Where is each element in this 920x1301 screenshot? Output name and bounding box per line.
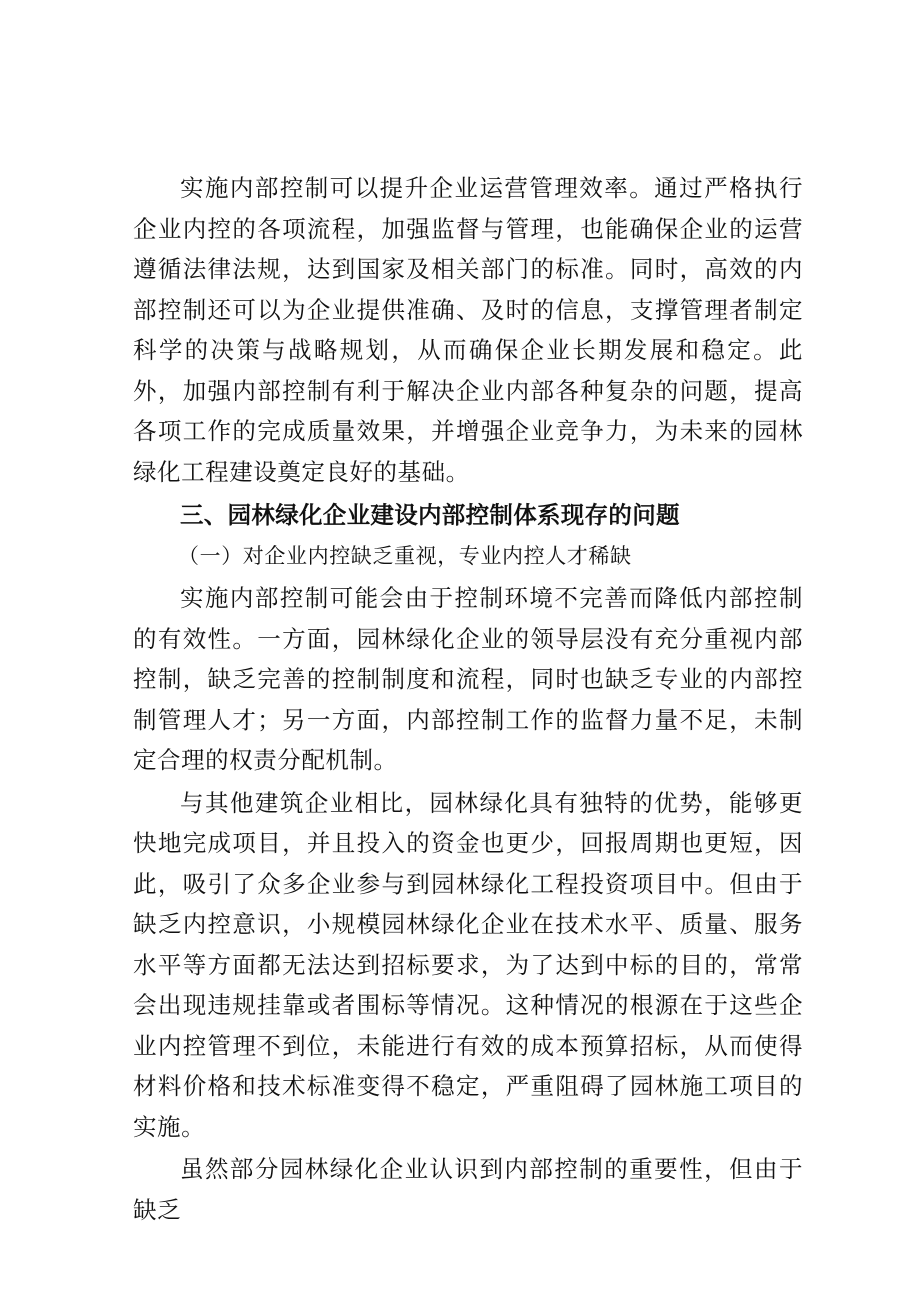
body-paragraph-3: 与其他建筑企业相比，园林绿化具有独特的优势，能够更快地完成项目，并且投入的资金也更少，回报周期也更短，因此，吸引了众多企业参与到园林绿化工程投资项目中。但由于缺乏内控意识，小规模园林绿化企业在技术水平、质量、服务水平等方面都无法达到招标要求，为了达到中标的目的，常常会出现违规挂靠或者围标等情况。这种情况的根源在于这些企业内控管理不到位，未能进行有效的成本预算招标，从而使得材料价格和技术标准变得不稳定，严重阻碍了园林施工项目的实施。 bbox=[133, 788, 803, 1141]
document-page bbox=[133, 168, 803, 1232]
subsection-heading: （一）对企业内控缺乏重视，专业内控人才稀缺 bbox=[178, 544, 632, 568]
body-paragraph-1: 实施内部控制可以提升企业运营管理效率。通过严格执行企业内控的各项流程，加强监督与管理，也能确保企业的运营遵循法律法规，达到国家及相关部门的标准。同时，高效的内部控制还可以为企业提供准确、及时的信息，支撑管理者制定科学的决策与战略规划，从而确保企业长期发展和稳定。此外，加强内部控制有利于解决企业内部各种复杂的问题，提高各项工作的完成质量效果，并增强企业竞争力，为未来的园林绿化工程建设奠定良好的基础。 bbox=[133, 174, 803, 486]
section-heading: 三、园林绿化企业建设内部控制体系现存的问题 bbox=[180, 501, 680, 529]
body-paragraph-2: 实施内部控制可能会由于控制环境不完善而降低内部控制的有效性。一方面，园林绿化企业的领导层没有充分重视内部控制，缺乏完善的控制制度和流程，同时也缺乏专业的内部控制管理人才；另一方面，内部控制工作的监督力量不足，未制定合理的权责分配机制。 bbox=[133, 584, 803, 774]
body-paragraph-4: 虽然部分园林绿化企业认识到内部控制的重要性，但由于缺乏 bbox=[133, 1155, 803, 1224]
